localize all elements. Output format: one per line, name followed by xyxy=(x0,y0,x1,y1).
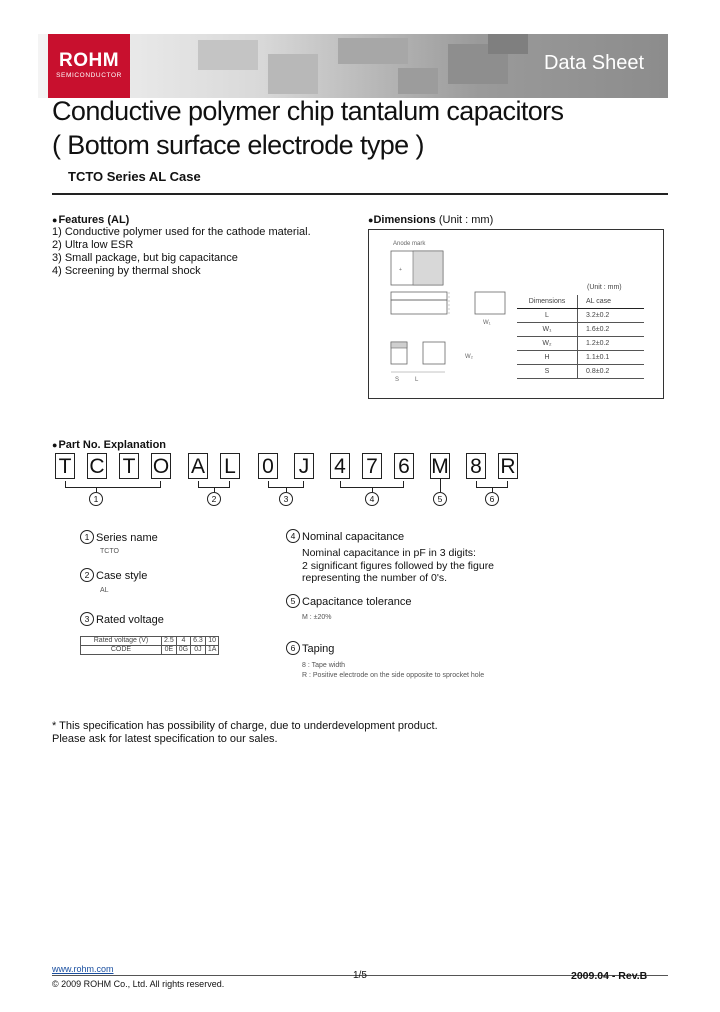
group-number-badge: 1 xyxy=(89,492,103,506)
group-bracket xyxy=(476,481,508,488)
table-row: H 1.1±0.1 xyxy=(517,351,644,365)
number-badge: 2 xyxy=(80,568,94,582)
part-char-box: O xyxy=(152,455,170,478)
rohm-logo xyxy=(48,34,130,98)
part-char-box: 7 xyxy=(362,453,382,479)
table-row: CODE 0E 0G 0J 1A xyxy=(81,646,219,655)
number-badge: 1 xyxy=(80,530,94,544)
table-row: W₁ 1.6±0.2 xyxy=(517,323,644,337)
case-style-heading: 2 Case style xyxy=(80,569,147,583)
part-char-box: 4 xyxy=(330,453,350,479)
tolerance-heading: 5 Capacitance tolerance xyxy=(286,595,411,609)
page-title-line2: ( Bottom surface electrode type ) xyxy=(52,130,424,160)
group-number-badge: 4 xyxy=(365,492,379,506)
table-header-row: Dimensions AL case xyxy=(517,295,644,309)
l-label: L xyxy=(415,377,419,383)
list-item: 2) Ultra low ESR xyxy=(52,239,134,251)
taping-text: 8 : Tape width R : Positive electrode on the side opposite to sprocket hole xyxy=(302,662,485,679)
nominal-capacitance-text: Nominal capacitance in pF in 3 digits: 2 significant figures followed by the figure representing the number of 0's. xyxy=(302,547,495,584)
tolerance-value: M : ±20% xyxy=(302,614,332,621)
part-char-box: C xyxy=(87,453,107,479)
list-item: 3) Small package, but big capacitance xyxy=(52,252,238,264)
part-char-box: J xyxy=(294,453,314,479)
title-divider xyxy=(52,193,668,195)
s-label: S xyxy=(395,377,400,383)
group-bracket xyxy=(198,481,230,488)
series-name-value: TCTO xyxy=(100,548,119,555)
number-badge: 4 xyxy=(286,529,300,543)
rated-voltage-heading: 3 Rated voltage xyxy=(80,613,164,627)
part-char-box: L xyxy=(220,453,240,479)
group-number-badge: 3 xyxy=(279,492,293,506)
table-row: L 3.2±0.2 xyxy=(517,309,644,323)
group-bracket xyxy=(340,481,404,488)
table-row: S 0.8±0.2 xyxy=(517,365,644,379)
part-char-box: T xyxy=(119,453,139,479)
part-char-box: A xyxy=(188,453,208,479)
dimensions-heading: ●Dimensions (Unit : mm) xyxy=(368,214,494,226)
part-char-box: T xyxy=(55,453,75,479)
number-badge: 6 xyxy=(286,641,300,655)
revision-date: 2009.04 - Rev.B xyxy=(571,970,648,982)
logo-text: ROHM xyxy=(58,50,120,71)
rated-voltage-table xyxy=(80,636,219,655)
number-badge: 5 xyxy=(286,594,300,608)
rohm-website-link[interactable]: www.rohm.com xyxy=(52,964,114,974)
part-char-box: 8 xyxy=(466,453,486,479)
page-title: Conductive polymer chip tantalum capacitors xyxy=(52,96,564,126)
group-bracket xyxy=(268,481,304,488)
bullet-icon: ● xyxy=(368,215,374,225)
nominal-capacitance-heading: 4 Nominal capacitance xyxy=(286,530,404,544)
features-list xyxy=(52,226,311,278)
part-char-box: M xyxy=(431,455,449,478)
group-number-badge: 6 xyxy=(485,492,499,506)
features-heading: ●Features (AL) xyxy=(52,214,130,226)
group-number-badge: 2 xyxy=(207,492,221,506)
part-char-box: R xyxy=(498,453,518,479)
svg-text:+: + xyxy=(399,267,402,273)
table-unit: (Unit : mm) xyxy=(587,284,622,291)
taping-heading: 6 Taping xyxy=(286,642,334,656)
case-style-value: AL xyxy=(100,587,109,594)
spec-note: * This specification has possibility of charge, due to underdevelopment product. Please ask for latest specification to our sales. xyxy=(52,720,438,745)
series-subtitle: TCTO Series AL Case xyxy=(68,169,201,184)
bullet-icon: ● xyxy=(52,440,58,450)
dimensions-table xyxy=(517,295,644,379)
number-badge: 3 xyxy=(80,612,94,626)
table-row: Rated voltage (V) 2.5 4 6.3 10 xyxy=(81,637,219,646)
list-item: 4) Screening by thermal shock xyxy=(52,265,201,277)
part-char-box: 0 xyxy=(258,453,278,479)
series-name-heading: 1 Series name xyxy=(80,531,158,545)
group-number-badge: 5 xyxy=(433,492,447,506)
part-char-box: 6 xyxy=(394,453,414,479)
copyright: © 2009 ROHM Co., Ltd. All rights reserved. xyxy=(52,979,225,989)
page-number: 1/5 xyxy=(353,970,367,981)
w1-label: W₁ xyxy=(483,320,491,326)
anode-mark-label: Anode mark xyxy=(393,241,426,247)
table-row: W₂ 1.2±0.2 xyxy=(517,337,644,351)
dimensions-box xyxy=(368,229,664,399)
list-item: 1) Conductive polymer used for the cathode material. xyxy=(52,226,311,238)
w2-label: W₂ xyxy=(465,354,473,360)
group-bracket xyxy=(65,481,161,488)
document-type: Data Sheet xyxy=(543,52,645,74)
part-no-heading: ●Part No. Explanation xyxy=(52,439,167,451)
logo-subtext: SEMICONDUCTOR xyxy=(56,72,122,79)
bullet-icon: ● xyxy=(52,215,58,225)
